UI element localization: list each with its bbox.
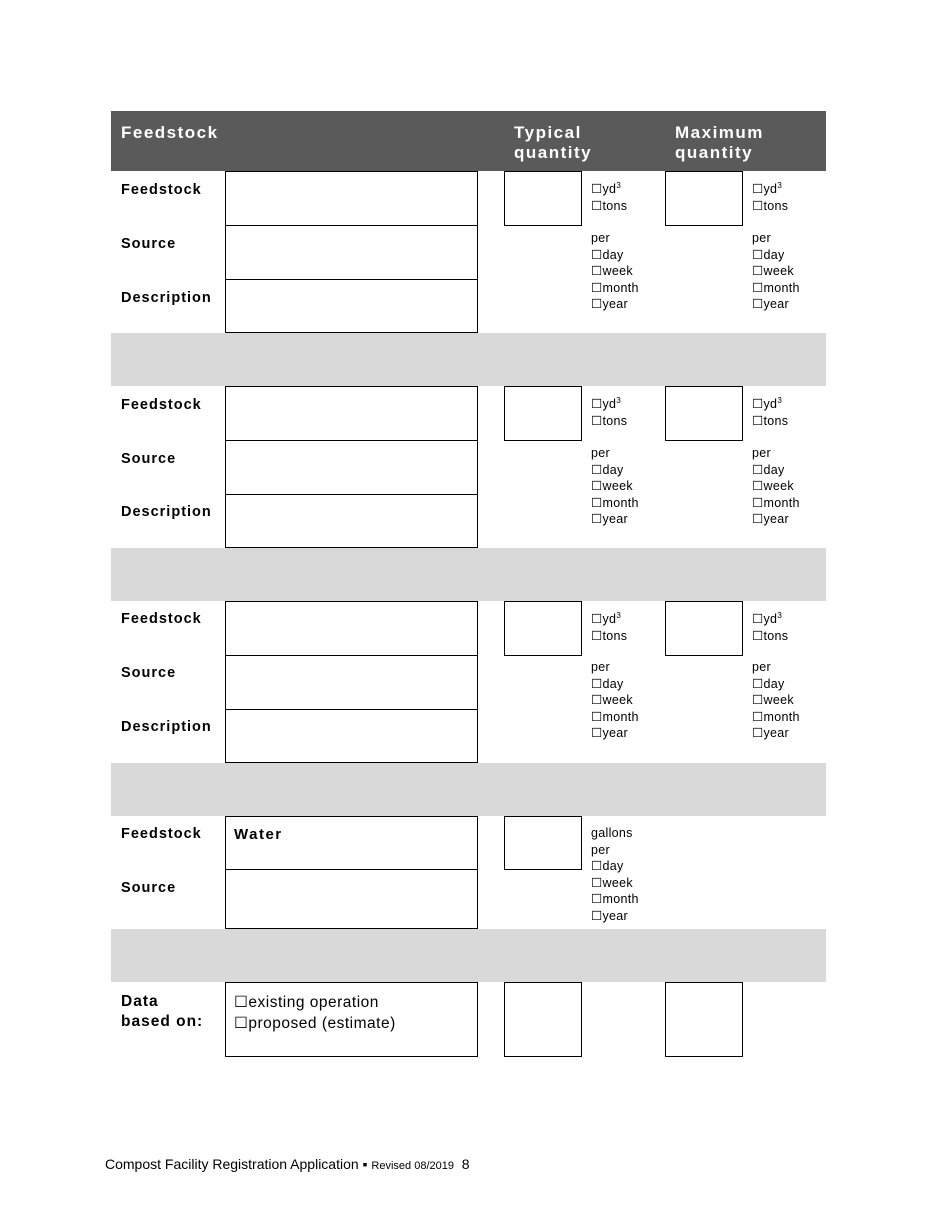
data-based-options xyxy=(234,992,396,1034)
typical-quantity-input-2[interactable] xyxy=(504,386,582,441)
description-label-3: Description xyxy=(121,719,212,735)
water-quantity-input[interactable] xyxy=(504,816,582,870)
source-input-3[interactable] xyxy=(225,655,478,710)
description-input-1[interactable] xyxy=(225,279,478,333)
typical-quantity-input-3[interactable] xyxy=(504,601,582,656)
maximum-units-1[interactable]: $☐yd^3$ ☐tons xyxy=(752,181,789,213)
feedstock-label-2: Feedstock xyxy=(121,397,202,413)
maximum-period-1[interactable]: per ☐day ☐week ☐month ☐year xyxy=(752,231,800,311)
section-divider xyxy=(111,548,826,601)
typical-period-1[interactable]: per ☐day ☐week ☐month ☐year xyxy=(591,231,639,311)
typical-quantity-input-1[interactable] xyxy=(504,171,582,226)
proposed-estimate-checkbox[interactable]: ☐proposed (estimate) xyxy=(234,1015,396,1032)
source-label-4: Source xyxy=(121,880,177,896)
data-based-maximum-box[interactable] xyxy=(665,982,743,1057)
feedstock-input-3[interactable] xyxy=(225,601,478,656)
feedstock-label-1: Feedstock xyxy=(121,182,202,198)
feedstock-input-1[interactable] xyxy=(225,171,478,226)
page-footer: Compost Facility Registration Application ▪ Revised 08/2019 8 xyxy=(105,1156,470,1172)
header-feedstock: Feedstock xyxy=(121,123,219,142)
description-label-1: Description xyxy=(121,290,212,306)
header-typical-quantity: Typical quantity xyxy=(514,123,593,162)
typical-units-1[interactable]: $☐yd^3$ ☐tons xyxy=(591,181,628,213)
header-maximum-quantity: Maximum quantity xyxy=(675,123,764,162)
page-number: 8 xyxy=(461,1156,470,1172)
source-label-1: Source xyxy=(121,236,177,252)
maximum-quantity-input-3[interactable] xyxy=(665,601,743,656)
water-units[interactable]: gallons per ☐day ☐week ☐month ☐year xyxy=(591,826,639,923)
maximum-units-3[interactable]: $☐yd^3$ ☐tons xyxy=(752,611,789,643)
data-based-typical-box[interactable] xyxy=(504,982,582,1057)
typical-units-3[interactable]: $☐yd^3$ ☐tons xyxy=(591,611,628,643)
maximum-quantity-input-2[interactable] xyxy=(665,386,743,441)
source-input-1[interactable] xyxy=(225,225,478,280)
water-feedstock-value: Water xyxy=(234,826,283,843)
source-label-2: Source xyxy=(121,451,177,467)
section-divider xyxy=(111,333,826,386)
maximum-period-2[interactable]: per ☐day ☐week ☐month ☐year xyxy=(752,446,800,526)
maximum-quantity-input-1[interactable] xyxy=(665,171,743,226)
typical-units-2[interactable]: $☐yd^3$ ☐tons xyxy=(591,396,628,428)
source-input-2[interactable] xyxy=(225,440,478,495)
feedstock-label-3: Feedstock xyxy=(121,611,202,627)
description-input-3[interactable] xyxy=(225,709,478,763)
source-label-3: Source xyxy=(121,665,177,681)
feedstock-label-4: Feedstock xyxy=(121,826,202,842)
section-divider xyxy=(111,929,826,982)
feedstock-input-2[interactable] xyxy=(225,386,478,441)
typical-period-3[interactable]: per ☐day ☐week ☐month ☐year xyxy=(591,660,639,740)
existing-operation-checkbox[interactable]: ☐existing operation xyxy=(234,994,379,1011)
data-based-on-label: Data based on: xyxy=(121,993,204,1030)
source-input-water[interactable] xyxy=(225,869,478,929)
section-divider xyxy=(111,763,826,816)
typical-period-2[interactable]: per ☐day ☐week ☐month ☐year xyxy=(591,446,639,526)
description-input-2[interactable] xyxy=(225,494,478,548)
maximum-units-2[interactable]: $☐yd^3$ ☐tons xyxy=(752,396,789,428)
maximum-period-3[interactable]: per ☐day ☐week ☐month ☐year xyxy=(752,660,800,740)
feedstock-input-water[interactable] xyxy=(225,816,478,870)
description-label-2: Description xyxy=(121,504,212,520)
